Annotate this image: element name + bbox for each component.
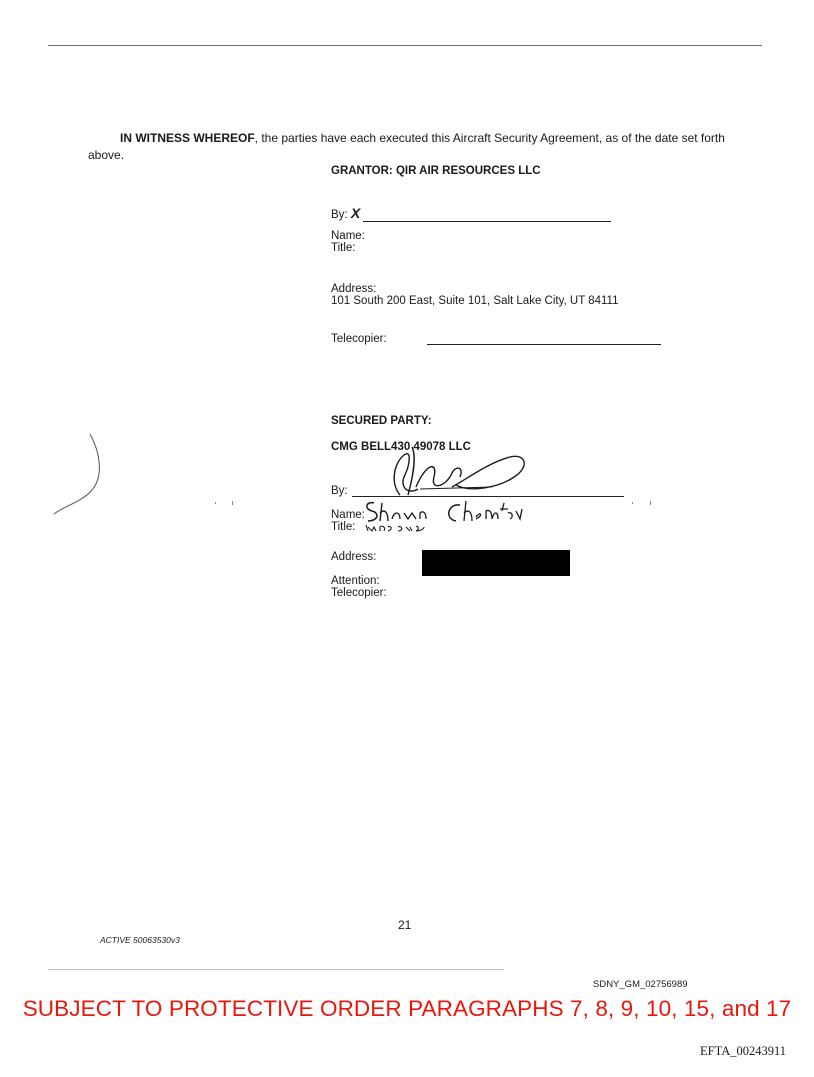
- grantor-by-label: By:: [331, 209, 348, 221]
- scan-speck: [632, 502, 633, 504]
- grantor-name-label: Name:: [331, 230, 365, 242]
- scan-speck: [215, 502, 216, 504]
- protective-order-notice: SUBJECT TO PROTECTIVE ORDER PARAGRAPHS 7, 8, 9, 10, 15, and 17: [22, 996, 792, 1021]
- bottom-rule: [48, 969, 504, 970]
- secured-title-label: Title:: [331, 521, 356, 533]
- grantor-x-mark: X: [350, 205, 361, 221]
- grantor-telecopier-label: Telecopier:: [331, 333, 387, 345]
- bates-number: SDNY_GM_02756989: [593, 979, 688, 990]
- witness-lead: IN WITNESS WHEREOF: [120, 131, 255, 145]
- secured-name-label: Name:: [331, 509, 365, 521]
- grantor-signature-line: [363, 221, 611, 222]
- grantor-title-label: Title:: [331, 242, 356, 254]
- redaction-block: [422, 550, 570, 576]
- secured-by-label: By:: [331, 485, 348, 497]
- grantor-address-value: 101 South 200 East, Suite 101, Salt Lake City, UT 84111: [331, 295, 619, 307]
- grantor-by-line: [331, 207, 611, 222]
- witness-text: , the parties have each executed this Aircraft Security Agreement, as of the date set forth above.: [88, 131, 725, 162]
- top-rule: [48, 45, 762, 46]
- grantor-address-label: Address:: [331, 283, 377, 295]
- secured-address-label: Address:: [331, 551, 377, 563]
- handwritten-name-title: [362, 499, 522, 533]
- grantor-telecopier-line: [427, 344, 661, 345]
- witness-clause: [88, 130, 728, 164]
- efta-number: EFTA_00243911: [700, 1044, 787, 1058]
- secured-party-entity: CMG BELL430 49078 LLC: [331, 441, 471, 453]
- page-number: 21: [398, 918, 412, 932]
- scan-mark: [52, 432, 104, 516]
- secured-attention-label: Attention:: [331, 575, 380, 587]
- handwritten-signature: [360, 443, 530, 505]
- document-id: ACTIVE 50063530v3: [100, 935, 180, 945]
- secured-party-heading: SECURED PARTY:: [331, 415, 432, 427]
- grantor-heading: GRANTOR: QIR AIR RESOURCES LLC: [331, 165, 541, 177]
- scan-speck: [232, 501, 233, 505]
- scan-speck: [650, 501, 651, 505]
- secured-telecopier-label: Telecopier:: [331, 587, 387, 599]
